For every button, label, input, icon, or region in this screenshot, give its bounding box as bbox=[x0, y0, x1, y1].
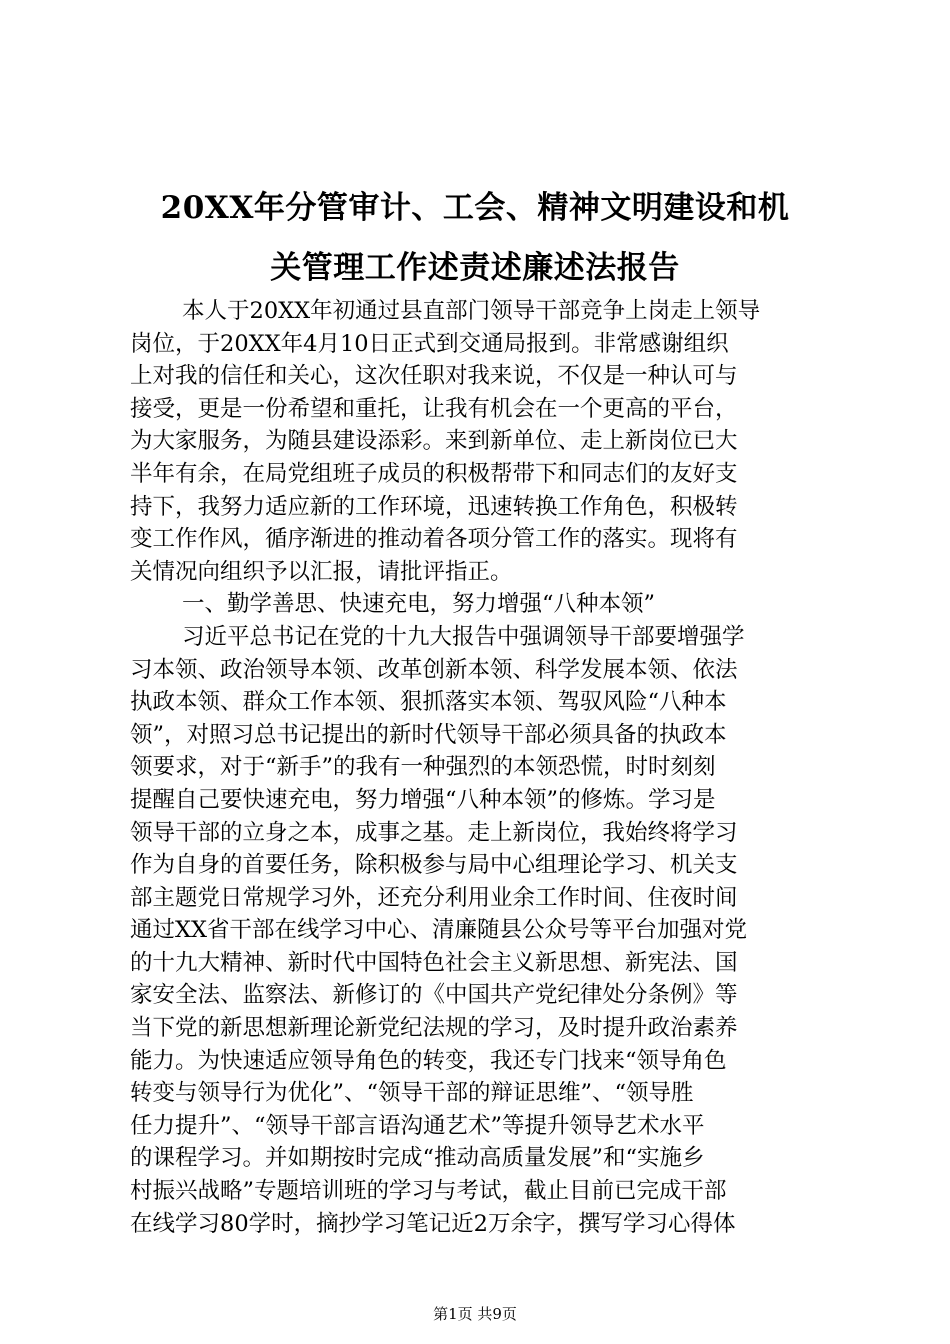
paragraph-line: 接受，更是一份希望和重托，让我有机会在一个更高的平台， bbox=[130, 395, 738, 422]
paragraph-line: 在线学习80学时，摘抄学习笔记近2万余字，撰写学习心得体 bbox=[130, 1210, 736, 1237]
paragraph-line: 变工作作风，循序渐进的推动着各项分管工作的落实。现将有 bbox=[130, 526, 738, 553]
page-footer: 第1页 共9页 bbox=[433, 1305, 517, 1323]
paragraph-line: 上对我的信任和关心，这次任职对我来说，不仅是一种认可与 bbox=[130, 363, 738, 390]
paragraph-line: 作为自身的首要任务，除积极参与局中心组理论学习、机关支 bbox=[130, 852, 738, 879]
paragraph-line: 本人于20XX年初通过县直部门领导干部竞争上岗走上领导 bbox=[182, 298, 761, 324]
paragraph-line: 为大家服务，为随县建设添彩。来到新单位、走上新岗位已大 bbox=[130, 428, 738, 455]
paragraph-line: 习近平总书记在党的十九大报告中强调领导干部要增强学 bbox=[182, 623, 745, 650]
paragraph-line: 岗位，于20XX年4月10日正式到交通局报到。非常感谢组织 bbox=[130, 330, 729, 357]
paragraph-line: 半年有余，在局党组班子成员的积极帮带下和同志们的友好支 bbox=[130, 460, 738, 487]
paragraph-line: 村振兴战略”专题培训班的学习与考试，截止目前已完成干部 bbox=[130, 1178, 727, 1205]
paragraph-line: 任力提升”、“领导干部言语沟通艺术”等提升领导艺术水平 bbox=[130, 1112, 705, 1139]
paragraph-line: 领要求，对于“新手”的我有一种强烈的本领恐慌，时时刻刻 bbox=[130, 754, 716, 781]
paragraph-line: 的十九大精神、新时代中国特色社会主义新思想、新宪法、国 bbox=[130, 949, 738, 976]
paragraph-line: 能力。为快速适应领导角色的转变，我还专门找来“领导角色 bbox=[130, 1047, 727, 1074]
paragraph-line: 关情况向组织予以汇报，请批评指正。 bbox=[130, 558, 513, 585]
document-title-line-1: 20XX年分管审计、工会、精神文明建设和机 bbox=[160, 190, 790, 226]
paragraph-line: 领”，对照习总书记提出的新时代领导干部必须具备的执政本 bbox=[130, 721, 727, 748]
paragraph-line: 转变与领导行为优化”、“领导干部的辩证思维”、“领导胜 bbox=[130, 1080, 694, 1107]
document-title-line-2: 关管理工作述责述廉述法报告 bbox=[270, 250, 680, 286]
paragraph-line: 提醒自己要快速充电，努力增强“八种本领”的修炼。学习是 bbox=[130, 786, 716, 813]
section-heading: 一、勤学善思、快速充电，努力增强“八种本领” bbox=[182, 591, 656, 618]
paragraph-line: 家安全法、监察法、新修订的《中国共产党纪律处分条例》等 bbox=[130, 982, 738, 1009]
paragraph-line: 当下党的新思想新理论新党纪法规的学习，及时提升政治素养 bbox=[130, 1015, 738, 1042]
paragraph-line: 习本领、政治领导本领、改革创新本领、科学发展本领、依法 bbox=[130, 656, 738, 683]
paragraph-line: 执政本领、群众工作本领、狠抓落实本领、驾驭风险“八种本 bbox=[130, 689, 727, 716]
paragraph-line: 的课程学习。并如期按时完成“推动高质量发展”和“实施乡 bbox=[130, 1145, 705, 1172]
paragraph-line: 部主题党日常规学习外，还充分利用业余工作时间、住夜时间 bbox=[130, 884, 738, 911]
paragraph-line: 通过XX省干部在线学习中心、清廉随县公众号等平台加强对党 bbox=[130, 917, 748, 944]
paragraph-line: 领导干部的立身之本，成事之基。走上新岗位，我始终将学习 bbox=[130, 819, 738, 846]
document-body bbox=[130, 295, 828, 1240]
paragraph-line: 持下，我努力适应新的工作环境，迅速转换工作角色，积极转 bbox=[130, 493, 738, 520]
